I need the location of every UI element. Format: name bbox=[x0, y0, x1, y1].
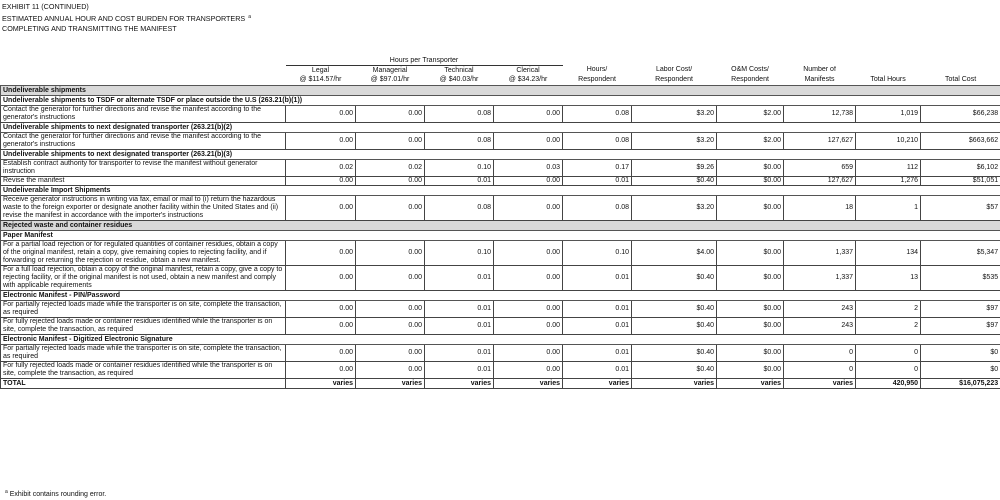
subsection-label: Undeliverable shipments to next designated transporter (263.21(b)(2) bbox=[1, 123, 1000, 133]
exhibit-title-footnote-mark: a bbox=[248, 14, 251, 20]
row-value: $0.00 bbox=[717, 301, 784, 318]
row-value: 0.08 bbox=[425, 133, 494, 150]
table-body bbox=[1, 86, 1000, 389]
row-value: 0.10 bbox=[425, 241, 494, 266]
row-description: Contact the generator for further directions and revise the manifest according to the generator's instructions bbox=[1, 133, 286, 150]
exhibit-title bbox=[2, 12, 251, 24]
row-value: 0.00 bbox=[356, 177, 425, 186]
row-value: $0.00 bbox=[717, 266, 784, 291]
row-value: 10,210 bbox=[856, 133, 921, 150]
row-description: Contact the generator for further directions and revise the manifest according to the generator's instructions bbox=[1, 106, 286, 123]
row-value: 12,738 bbox=[784, 106, 856, 123]
exhibit-title-block bbox=[2, 2, 251, 34]
exhibit-number: EXHIBIT 11 (CONTINUED) bbox=[2, 2, 89, 11]
column-header-bottom: Manifests bbox=[784, 75, 856, 86]
burden-table bbox=[0, 56, 1000, 389]
row-value: 243 bbox=[784, 301, 856, 318]
row-value: 0.00 bbox=[286, 133, 356, 150]
row-value: 0.00 bbox=[286, 106, 356, 123]
exhibit-title-text: ESTIMATED ANNUAL HOUR AND COST BURDEN FOR TRANSPORTERS bbox=[2, 14, 246, 23]
footnote-mark: a bbox=[5, 489, 8, 495]
row-value: varies bbox=[717, 379, 784, 389]
column-header-top: Labor Cost/ bbox=[655, 66, 693, 74]
row-value: 0.00 bbox=[286, 318, 356, 335]
subsection-label: Undeliverable Import Shipments bbox=[1, 186, 1000, 196]
row-value: 0.00 bbox=[286, 266, 356, 291]
row-value: $2.00 bbox=[717, 133, 784, 150]
column-header-bottom: Total Cost bbox=[921, 75, 1000, 86]
row-value: varies bbox=[784, 379, 856, 389]
row-value: 0.00 bbox=[286, 345, 356, 362]
row-value: 13 bbox=[856, 266, 921, 291]
row-value: $3.20 bbox=[632, 133, 717, 150]
subsection-label: Electronic Manifest - Digitized Electronic Signature bbox=[1, 335, 1000, 345]
row-value: 1,276 bbox=[856, 177, 921, 186]
subsection-row bbox=[1, 186, 1000, 196]
table-row bbox=[1, 362, 1000, 379]
row-value: 1,019 bbox=[856, 106, 921, 123]
row-description: For partially rejected loads made while the transporter is on site, complete the transaction, as required bbox=[1, 345, 286, 362]
table-row bbox=[1, 133, 1000, 150]
row-value: 0.00 bbox=[286, 301, 356, 318]
row-value: 0.00 bbox=[494, 133, 563, 150]
row-value: 1,337 bbox=[784, 241, 856, 266]
row-value: 0.00 bbox=[356, 362, 425, 379]
section-row bbox=[1, 221, 1000, 231]
row-value: $0.40 bbox=[632, 266, 717, 291]
row-value: 0.01 bbox=[425, 345, 494, 362]
row-value: 420,950 bbox=[856, 379, 921, 389]
row-value: 0 bbox=[784, 345, 856, 362]
row-value: $6,102 bbox=[921, 160, 1000, 177]
row-value: $0.00 bbox=[717, 160, 784, 177]
row-value: $0 bbox=[921, 362, 1000, 379]
row-value: $51,051 bbox=[921, 177, 1000, 186]
row-value: 0.08 bbox=[425, 196, 494, 221]
table-row bbox=[1, 160, 1000, 177]
row-description: For a full load rejection, obtain a copy of the original manifest, retain a copy, give a copy to rejecting facility, or if the original manifest is not used, obtain a new manifest and comply with applicable requirements bbox=[1, 266, 286, 291]
column-header-top: Legal bbox=[311, 66, 330, 74]
row-value: 0.01 bbox=[563, 177, 632, 186]
table-row bbox=[1, 266, 1000, 291]
row-value: 127,627 bbox=[784, 133, 856, 150]
header-group-row bbox=[1, 56, 1000, 66]
footnote-text: Exhibit contains rounding error. bbox=[9, 491, 107, 498]
row-description: Revise the manifest bbox=[1, 177, 286, 186]
row-value: 0.00 bbox=[494, 241, 563, 266]
subsection-row bbox=[1, 335, 1000, 345]
row-value: 18 bbox=[784, 196, 856, 221]
row-value: $0.00 bbox=[717, 318, 784, 335]
row-value: 0.01 bbox=[563, 301, 632, 318]
row-value: $0.40 bbox=[632, 318, 717, 335]
table-row bbox=[1, 301, 1000, 318]
row-value: 0.02 bbox=[286, 160, 356, 177]
table-row bbox=[1, 241, 1000, 266]
section-label: Undeliverable shipments bbox=[1, 86, 1000, 96]
row-value: varies bbox=[286, 379, 356, 389]
column-header-top: Clerical bbox=[516, 66, 540, 74]
table-row bbox=[1, 177, 1000, 186]
column-header-bottom: Respondent bbox=[717, 75, 784, 86]
header-bottom-row bbox=[1, 75, 1000, 86]
row-value: 0.01 bbox=[425, 362, 494, 379]
row-value: $0.40 bbox=[632, 362, 717, 379]
row-description: For fully rejected loads made or container residues identified while the transporter is on site, complete the transaction, as required bbox=[1, 362, 286, 379]
column-header-bottom: @ $34.23/hr bbox=[494, 75, 563, 86]
row-value: $3.20 bbox=[632, 106, 717, 123]
row-value: $0.00 bbox=[717, 177, 784, 186]
row-value: 0 bbox=[856, 362, 921, 379]
row-description: For fully rejected loads made or container residues identified while the transporter is on site, complete the transaction, as required bbox=[1, 318, 286, 335]
row-value: varies bbox=[632, 379, 717, 389]
subsection-row bbox=[1, 96, 1000, 106]
row-value: 0.08 bbox=[425, 106, 494, 123]
row-value: 127,627 bbox=[784, 177, 856, 186]
column-header-top: Technical bbox=[444, 66, 474, 74]
column-header-bottom: @ $40.03/hr bbox=[425, 75, 494, 86]
subsection-row bbox=[1, 231, 1000, 241]
row-value: 0.00 bbox=[356, 106, 425, 123]
row-value: $0.00 bbox=[717, 196, 784, 221]
table-row bbox=[1, 318, 1000, 335]
row-value: 0.00 bbox=[494, 177, 563, 186]
column-header-bottom: Respondent bbox=[632, 75, 717, 86]
row-value: $4.00 bbox=[632, 241, 717, 266]
row-value: varies bbox=[563, 379, 632, 389]
row-value: 2 bbox=[856, 301, 921, 318]
column-header-bottom: @ $97.01/hr bbox=[356, 75, 425, 86]
row-value: $97 bbox=[921, 318, 1000, 335]
row-value: 659 bbox=[784, 160, 856, 177]
row-description: Establish contract authority for transporter to revise the manifest without generator instruction bbox=[1, 160, 286, 177]
row-value: 0.08 bbox=[563, 133, 632, 150]
row-value: varies bbox=[494, 379, 563, 389]
footnote bbox=[2, 489, 106, 498]
column-header-bottom: @ $114.57/hr bbox=[286, 75, 356, 86]
row-value: 0.01 bbox=[563, 266, 632, 291]
row-value: $3.20 bbox=[632, 196, 717, 221]
row-value: 0.00 bbox=[494, 318, 563, 335]
column-header-top: O&M Costs/ bbox=[731, 66, 769, 74]
row-value: 0.00 bbox=[356, 301, 425, 318]
row-value: $2.00 bbox=[717, 106, 784, 123]
row-value: 0.00 bbox=[494, 362, 563, 379]
row-value: 0.00 bbox=[356, 196, 425, 221]
column-header-bottom: Respondent bbox=[563, 75, 632, 86]
subsection-row bbox=[1, 123, 1000, 133]
section-row bbox=[1, 86, 1000, 96]
subsection-label: Paper Manifest bbox=[1, 231, 1000, 241]
row-value: 2 bbox=[856, 318, 921, 335]
row-value: 0.08 bbox=[563, 196, 632, 221]
table-row bbox=[1, 106, 1000, 123]
row-value: $57 bbox=[921, 196, 1000, 221]
row-value: 0.00 bbox=[494, 345, 563, 362]
column-header-top: Number of bbox=[803, 66, 836, 74]
subsection-label: Undeliverable shipments to next designated transporter (263.21(b)(3) bbox=[1, 150, 1000, 160]
row-value: 0.00 bbox=[286, 196, 356, 221]
row-value: 0.00 bbox=[356, 241, 425, 266]
row-value: 0.00 bbox=[356, 318, 425, 335]
row-value: 0.03 bbox=[494, 160, 563, 177]
column-header-top bbox=[856, 66, 921, 76]
row-value: 0.01 bbox=[425, 301, 494, 318]
row-value: 0.10 bbox=[563, 241, 632, 266]
row-value: $0.40 bbox=[632, 301, 717, 318]
row-value: 0.00 bbox=[356, 266, 425, 291]
row-value: 1,337 bbox=[784, 266, 856, 291]
subsection-row bbox=[1, 150, 1000, 160]
row-value: 0.00 bbox=[286, 177, 356, 186]
row-value: 0.01 bbox=[563, 345, 632, 362]
row-description: For partially rejected loads made while the transporter is on site, complete the transaction, as required bbox=[1, 301, 286, 318]
column-header-bottom: Total Hours bbox=[856, 75, 921, 86]
row-value: 0.00 bbox=[494, 106, 563, 123]
row-value: 0 bbox=[784, 362, 856, 379]
row-value: $5,347 bbox=[921, 241, 1000, 266]
row-value: 0.10 bbox=[425, 160, 494, 177]
row-value: 243 bbox=[784, 318, 856, 335]
row-value: 134 bbox=[856, 241, 921, 266]
row-value: $0.00 bbox=[717, 362, 784, 379]
row-value: 0.01 bbox=[425, 318, 494, 335]
subsection-row bbox=[1, 291, 1000, 301]
row-value: 0.00 bbox=[356, 345, 425, 362]
row-value: 0.01 bbox=[425, 177, 494, 186]
row-description: TOTAL bbox=[1, 379, 286, 389]
row-value: 0.01 bbox=[563, 318, 632, 335]
row-value: 0.00 bbox=[356, 133, 425, 150]
row-value: $0 bbox=[921, 345, 1000, 362]
row-value: $0.40 bbox=[632, 177, 717, 186]
row-description: Receive generator instructions in writing via fax, email or mail to (i) return the hazardous waste to the foreign exporter or designate another facility within the United States and (ii) revise the manifest in accordance with the importer's instructions bbox=[1, 196, 286, 221]
column-header-top: Managerial bbox=[372, 66, 408, 74]
total-row bbox=[1, 379, 1000, 389]
table-row bbox=[1, 196, 1000, 221]
row-value: 112 bbox=[856, 160, 921, 177]
row-value: 0.02 bbox=[356, 160, 425, 177]
section-label: Rejected waste and container residues bbox=[1, 221, 1000, 231]
row-description: For a partial load rejection or for regulated quantities of container residues, obtain a copy of the original manifest, retain a copy, give remaining copies to rejecting facility, and if forwarding or returning the rejection or residue, obtain a new manifest. bbox=[1, 241, 286, 266]
row-value: 0.01 bbox=[425, 266, 494, 291]
column-header-top: Hours/ bbox=[586, 66, 608, 74]
row-value: $0.00 bbox=[717, 241, 784, 266]
subsection-label: Undeliverable shipments to TSDF or alternate TSDF or place outside the U.S (263.21(b)(1)) bbox=[1, 96, 1000, 106]
column-header-top bbox=[921, 66, 1000, 76]
row-value: varies bbox=[425, 379, 494, 389]
row-value: $663,662 bbox=[921, 133, 1000, 150]
row-value: 0.00 bbox=[286, 362, 356, 379]
header-top-row bbox=[1, 66, 1000, 76]
row-value: $97 bbox=[921, 301, 1000, 318]
row-value: 0.00 bbox=[286, 241, 356, 266]
row-value: 0.00 bbox=[494, 301, 563, 318]
row-value: $535 bbox=[921, 266, 1000, 291]
subsection-label: Electronic Manifest - PIN/Password bbox=[1, 291, 1000, 301]
row-value: $9.26 bbox=[632, 160, 717, 177]
row-value: 0.08 bbox=[563, 106, 632, 123]
row-value: $0.40 bbox=[632, 345, 717, 362]
row-value: $0.00 bbox=[717, 345, 784, 362]
row-value: $16,075,223 bbox=[921, 379, 1000, 389]
hours-per-transporter-header: Hours per Transporter bbox=[286, 56, 563, 66]
row-value: $66,238 bbox=[921, 106, 1000, 123]
row-value: 0 bbox=[856, 345, 921, 362]
row-value: varies bbox=[356, 379, 425, 389]
row-value: 1 bbox=[856, 196, 921, 221]
row-value: 0.00 bbox=[494, 196, 563, 221]
row-value: 0.00 bbox=[494, 266, 563, 291]
table-row bbox=[1, 345, 1000, 362]
row-value: 0.01 bbox=[563, 362, 632, 379]
row-value: 0.17 bbox=[563, 160, 632, 177]
exhibit-subtitle: COMPLETING AND TRANSMITTING THE MANIFEST bbox=[2, 24, 177, 33]
